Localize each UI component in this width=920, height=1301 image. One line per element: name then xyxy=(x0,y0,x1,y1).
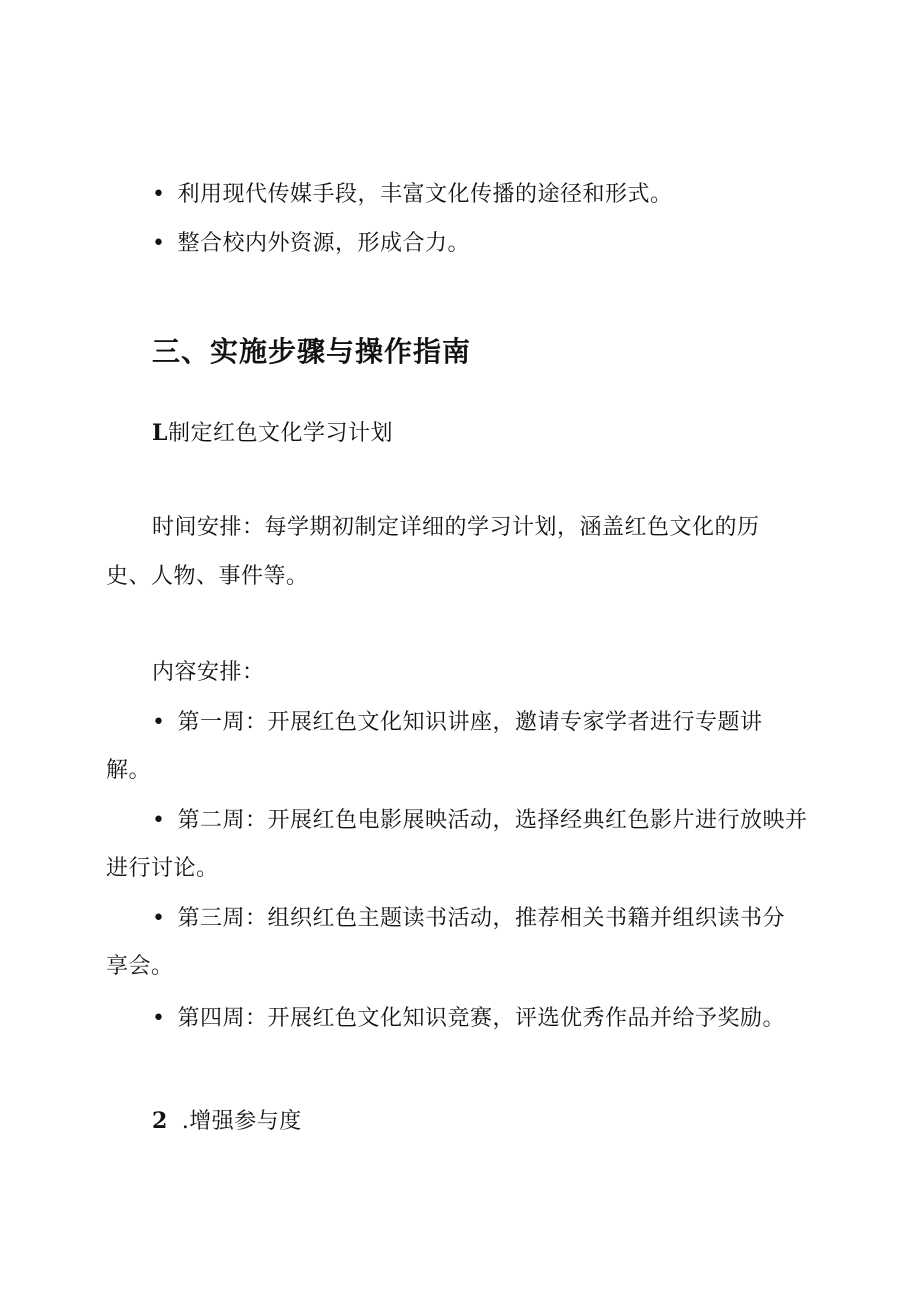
bullet-dot: • xyxy=(152,1006,166,1031)
week-item-line-1 xyxy=(152,806,808,836)
week-text: 第四周：开展红色文化知识竞赛，评选优秀作品并给予奖励。 xyxy=(177,1006,785,1031)
week-item-line-1 xyxy=(152,708,763,738)
subheading-1 xyxy=(152,418,393,449)
bullet-text: 利用现代传媒手段，丰富文化传播的途径和形式。 xyxy=(177,182,673,207)
subheading-number: L xyxy=(152,420,168,446)
week-item-line-2: 进行讨论。 xyxy=(106,856,219,881)
week-text: 第一周：开展红色文化知识讲座，邀请专家学者进行专题讲 xyxy=(177,710,763,735)
bullet-item xyxy=(152,180,673,210)
subheading-text: .增强参与度 xyxy=(181,1109,302,1134)
section-heading: 三、实施步骤与操作指南 xyxy=(152,335,472,368)
week-text: 第二周：开展红色电影展映活动，选择经典红色影片进行放映并 xyxy=(177,808,808,833)
bullet-dot: • xyxy=(152,182,166,207)
bullet-dot: • xyxy=(152,710,166,735)
subheading-number: 2 xyxy=(152,1108,168,1134)
week-item-line-1 xyxy=(152,904,785,934)
bullet-text: 整合校内外资源，形成合力。 xyxy=(177,231,470,256)
subheading-text: 制定红色文化学习计划 xyxy=(167,421,393,446)
bullet-dot: • xyxy=(152,906,166,931)
content-label: 内容安排： xyxy=(152,660,265,685)
week-item-line-2: 享会。 xyxy=(106,954,174,979)
bullet-dot: • xyxy=(152,231,166,256)
week-item-line-1 xyxy=(152,1004,785,1034)
week-text: 第三周：组织红色主题读书活动，推荐相关书籍并组织读书分 xyxy=(177,906,785,931)
time-plan-line-1: 时间安排：每学期初制定详细的学习计划，涵盖红色文化的历 xyxy=(152,515,760,540)
bullet-item xyxy=(152,229,470,259)
subheading-2 xyxy=(152,1106,302,1137)
time-plan-line-2: 史、人物、事件等。 xyxy=(106,564,309,589)
bullet-dot: • xyxy=(152,808,166,833)
week-item-line-2: 解。 xyxy=(106,758,152,783)
